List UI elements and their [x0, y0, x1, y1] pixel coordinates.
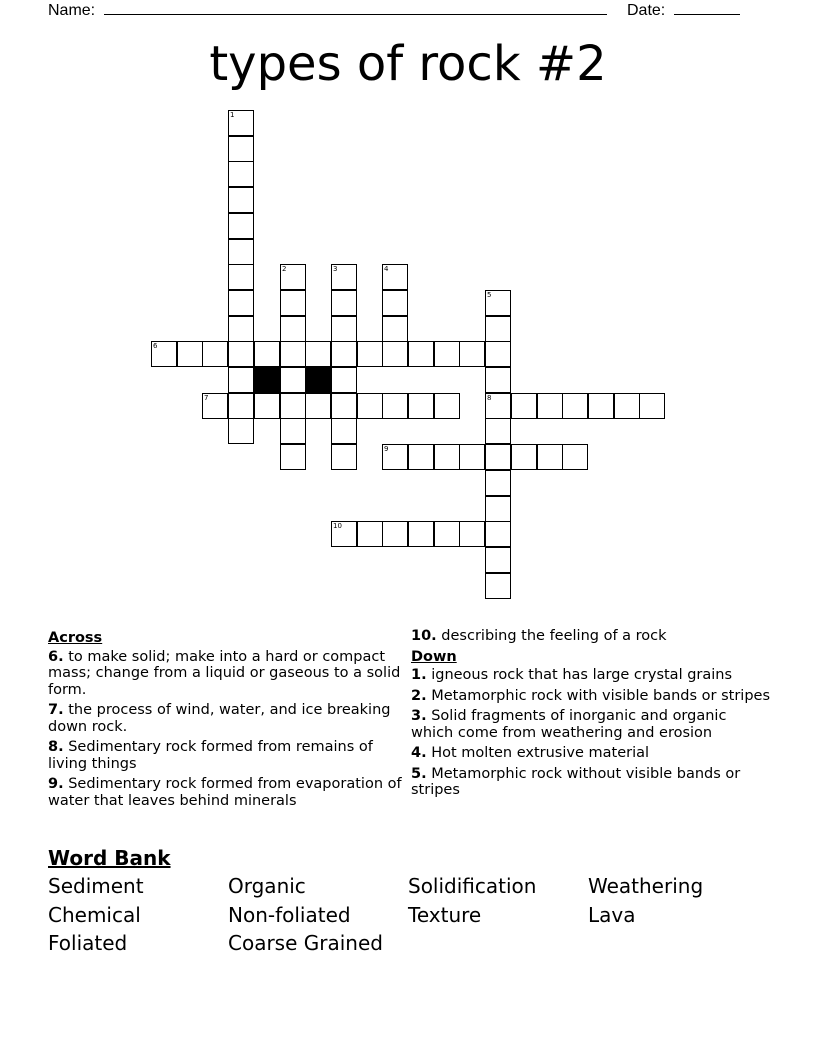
- grid-cell[interactable]: [228, 239, 254, 265]
- grid-cell[interactable]: [485, 573, 511, 599]
- grid-cell[interactable]: [228, 187, 254, 213]
- clue-across-6: [48, 649, 404, 699]
- grid-cell[interactable]: [485, 444, 511, 470]
- grid-cell[interactable]: [639, 393, 665, 419]
- word-bank-item: Weathering: [588, 874, 704, 898]
- grid-cell[interactable]: [562, 393, 588, 419]
- clue-number: 1.: [411, 667, 427, 683]
- grid-cell[interactable]: [228, 367, 254, 393]
- grid-cell[interactable]: [177, 341, 203, 367]
- grid-cell[interactable]: [485, 393, 511, 419]
- word-bank-item: Sediment: [48, 874, 144, 898]
- grid-cell[interactable]: [562, 444, 588, 470]
- cell-number: 9: [384, 445, 389, 453]
- clue-number: 5.: [411, 765, 427, 782]
- grid-cell[interactable]: [485, 521, 511, 547]
- cell-number: 7: [204, 394, 209, 402]
- grid-cell[interactable]: [254, 341, 280, 367]
- grid-cell[interactable]: [485, 418, 511, 444]
- word-bank-title: Word Bank: [48, 846, 171, 870]
- grid-cell[interactable]: [228, 136, 254, 162]
- grid-cell[interactable]: [434, 444, 460, 470]
- clue-text: Hot molten extrusive material: [431, 745, 650, 761]
- grid-cell[interactable]: [485, 290, 511, 316]
- grid-cell[interactable]: [280, 264, 306, 290]
- grid-cell[interactable]: [228, 393, 254, 419]
- word-bank: [48, 846, 788, 956]
- grid-cell[interactable]: [434, 393, 460, 419]
- grid-cell[interactable]: [202, 393, 228, 419]
- cell-number: 6: [153, 342, 158, 350]
- grid-cell[interactable]: [537, 393, 563, 419]
- grid-cell[interactable]: [408, 393, 434, 419]
- grid-cell[interactable]: [537, 444, 563, 470]
- clue-text: Metamorphic rock with visible bands or stripes: [431, 687, 771, 704]
- clue-down-2: [411, 688, 771, 705]
- date-label: Date:: [627, 2, 666, 19]
- clue-text: Solid fragments of inorganic and organic which come from weathering and erosion: [411, 708, 727, 741]
- grid-cell[interactable]: [485, 496, 511, 522]
- grid-cell[interactable]: [331, 316, 357, 342]
- clue-number: 2.: [411, 687, 427, 704]
- across-heading: Across: [48, 630, 103, 646]
- grid-cell[interactable]: [382, 444, 408, 470]
- grid-cell[interactable]: [434, 521, 460, 547]
- grid-cell[interactable]: [280, 290, 306, 316]
- grid-cell[interactable]: [331, 341, 357, 367]
- grid-cell[interactable]: [382, 393, 408, 419]
- word-bank-list: [48, 874, 788, 956]
- clue-across-9: [48, 776, 404, 809]
- grid-cell[interactable]: [254, 393, 280, 419]
- clues-right-column: [411, 628, 771, 803]
- clues-left-column: [48, 628, 404, 813]
- grid-cell[interactable]: [228, 290, 254, 316]
- grid-cell[interactable]: [228, 418, 254, 444]
- grid-cell[interactable]: [280, 444, 306, 470]
- grid-cell[interactable]: [459, 521, 485, 547]
- grid-cell[interactable]: [434, 341, 460, 367]
- clue-text: igneous rock that has large crystal grains: [431, 667, 733, 683]
- word-bank-item: Texture: [408, 902, 482, 927]
- grid-cell[interactable]: [382, 341, 408, 367]
- grid-cell[interactable]: [485, 547, 511, 573]
- page-title: types of rock #2: [209, 36, 607, 92]
- grid-cell[interactable]: [331, 418, 357, 444]
- grid-cell[interactable]: [331, 393, 357, 419]
- grid-cell[interactable]: [511, 393, 537, 419]
- cell-number: 8: [487, 394, 492, 402]
- shaded-grid-cell: [305, 367, 331, 393]
- grid-cell[interactable]: [228, 161, 254, 187]
- word-bank-item: Coarse Grained: [228, 931, 383, 955]
- grid-cell[interactable]: [202, 341, 228, 367]
- clue-number: 6.: [48, 648, 64, 665]
- word-bank-item: Organic: [228, 874, 306, 898]
- clue-number: 9.: [48, 776, 64, 792]
- word-bank-item: Non-foliated: [228, 902, 351, 927]
- clue-text: Sedimentary rock formed from remains of living things: [48, 739, 373, 772]
- grid-cell[interactable]: [459, 444, 485, 470]
- clue-number: 3.: [411, 708, 427, 724]
- grid-cell[interactable]: [511, 444, 537, 470]
- grid-cell[interactable]: [459, 341, 485, 367]
- grid-cell[interactable]: [485, 470, 511, 496]
- grid-cell[interactable]: [305, 393, 331, 419]
- grid-cell[interactable]: [357, 393, 383, 419]
- clue-number: 8.: [48, 739, 64, 755]
- cell-number: 3: [333, 265, 338, 273]
- cell-number: 5: [487, 291, 492, 299]
- grid-cell[interactable]: [280, 341, 306, 367]
- grid-cell[interactable]: [485, 341, 511, 367]
- clue-across-8: [48, 739, 404, 772]
- clue-text: to make solid; make into a hard or compact mass; change from a liquid or gaseous to a solid form.: [48, 648, 401, 698]
- clue-down-3: [411, 708, 771, 741]
- clue-number: 10.: [411, 628, 437, 644]
- grid-cell[interactable]: [228, 341, 254, 367]
- grid-cell[interactable]: [382, 264, 408, 290]
- grid-cell[interactable]: [228, 213, 254, 239]
- grid-cell[interactable]: [588, 393, 614, 419]
- clue-across-7: [48, 702, 404, 735]
- grid-cell[interactable]: [228, 316, 254, 342]
- grid-cell[interactable]: [280, 393, 306, 419]
- word-bank-item: Foliated: [48, 931, 128, 955]
- grid-cell[interactable]: [280, 316, 306, 342]
- clue-down-5: [411, 766, 771, 799]
- clue-across-10: [411, 628, 771, 645]
- word-bank-item: Solidification: [408, 874, 537, 898]
- grid-cell[interactable]: [331, 290, 357, 316]
- grid-cell[interactable]: [331, 367, 357, 393]
- down-heading: Down: [411, 648, 457, 665]
- grid-cell[interactable]: [151, 341, 177, 367]
- grid-cell[interactable]: [357, 521, 383, 547]
- word-bank-item: Chemical: [48, 902, 141, 927]
- grid-cell[interactable]: [280, 418, 306, 444]
- grid-cell[interactable]: [331, 521, 357, 547]
- clue-text: Metamorphic rock without visible bands or stripes: [411, 765, 741, 798]
- cell-number: 2: [282, 265, 287, 273]
- grid-cell[interactable]: [228, 264, 254, 290]
- grid-cell[interactable]: [408, 521, 434, 547]
- grid-cell[interactable]: [331, 444, 357, 470]
- clue-text: Sedimentary rock formed from evaporation of water that leaves behind minerals: [48, 776, 402, 809]
- grid-cell[interactable]: [382, 290, 408, 316]
- cell-number: 10: [333, 522, 342, 530]
- name-label: Name:: [48, 2, 96, 19]
- grid-cell[interactable]: [331, 264, 357, 290]
- clue-down-1: [411, 667, 771, 684]
- grid-cell[interactable]: [408, 444, 434, 470]
- cell-number: 1: [230, 111, 235, 119]
- cell-number: 4: [384, 265, 389, 273]
- clue-number: 4.: [411, 745, 427, 761]
- grid-cell[interactable]: [228, 110, 254, 136]
- clue-number: 7.: [48, 702, 64, 718]
- shaded-grid-cell: [254, 367, 280, 393]
- grid-cell[interactable]: [305, 341, 331, 367]
- word-bank-item: Lava: [588, 902, 636, 927]
- grid-cell[interactable]: [485, 316, 511, 342]
- grid-cell[interactable]: [614, 393, 640, 419]
- grid-cell[interactable]: [382, 521, 408, 547]
- grid-cell[interactable]: [382, 316, 408, 342]
- clue-text: the process of wind, water, and ice breaking down rock.: [48, 702, 391, 735]
- clue-down-4: [411, 745, 771, 762]
- grid-cell[interactable]: [408, 341, 434, 367]
- grid-cell[interactable]: [280, 367, 306, 393]
- clue-text: describing the feeling of a rock: [441, 628, 667, 644]
- grid-cell[interactable]: [485, 367, 511, 393]
- grid-cell[interactable]: [357, 341, 383, 367]
